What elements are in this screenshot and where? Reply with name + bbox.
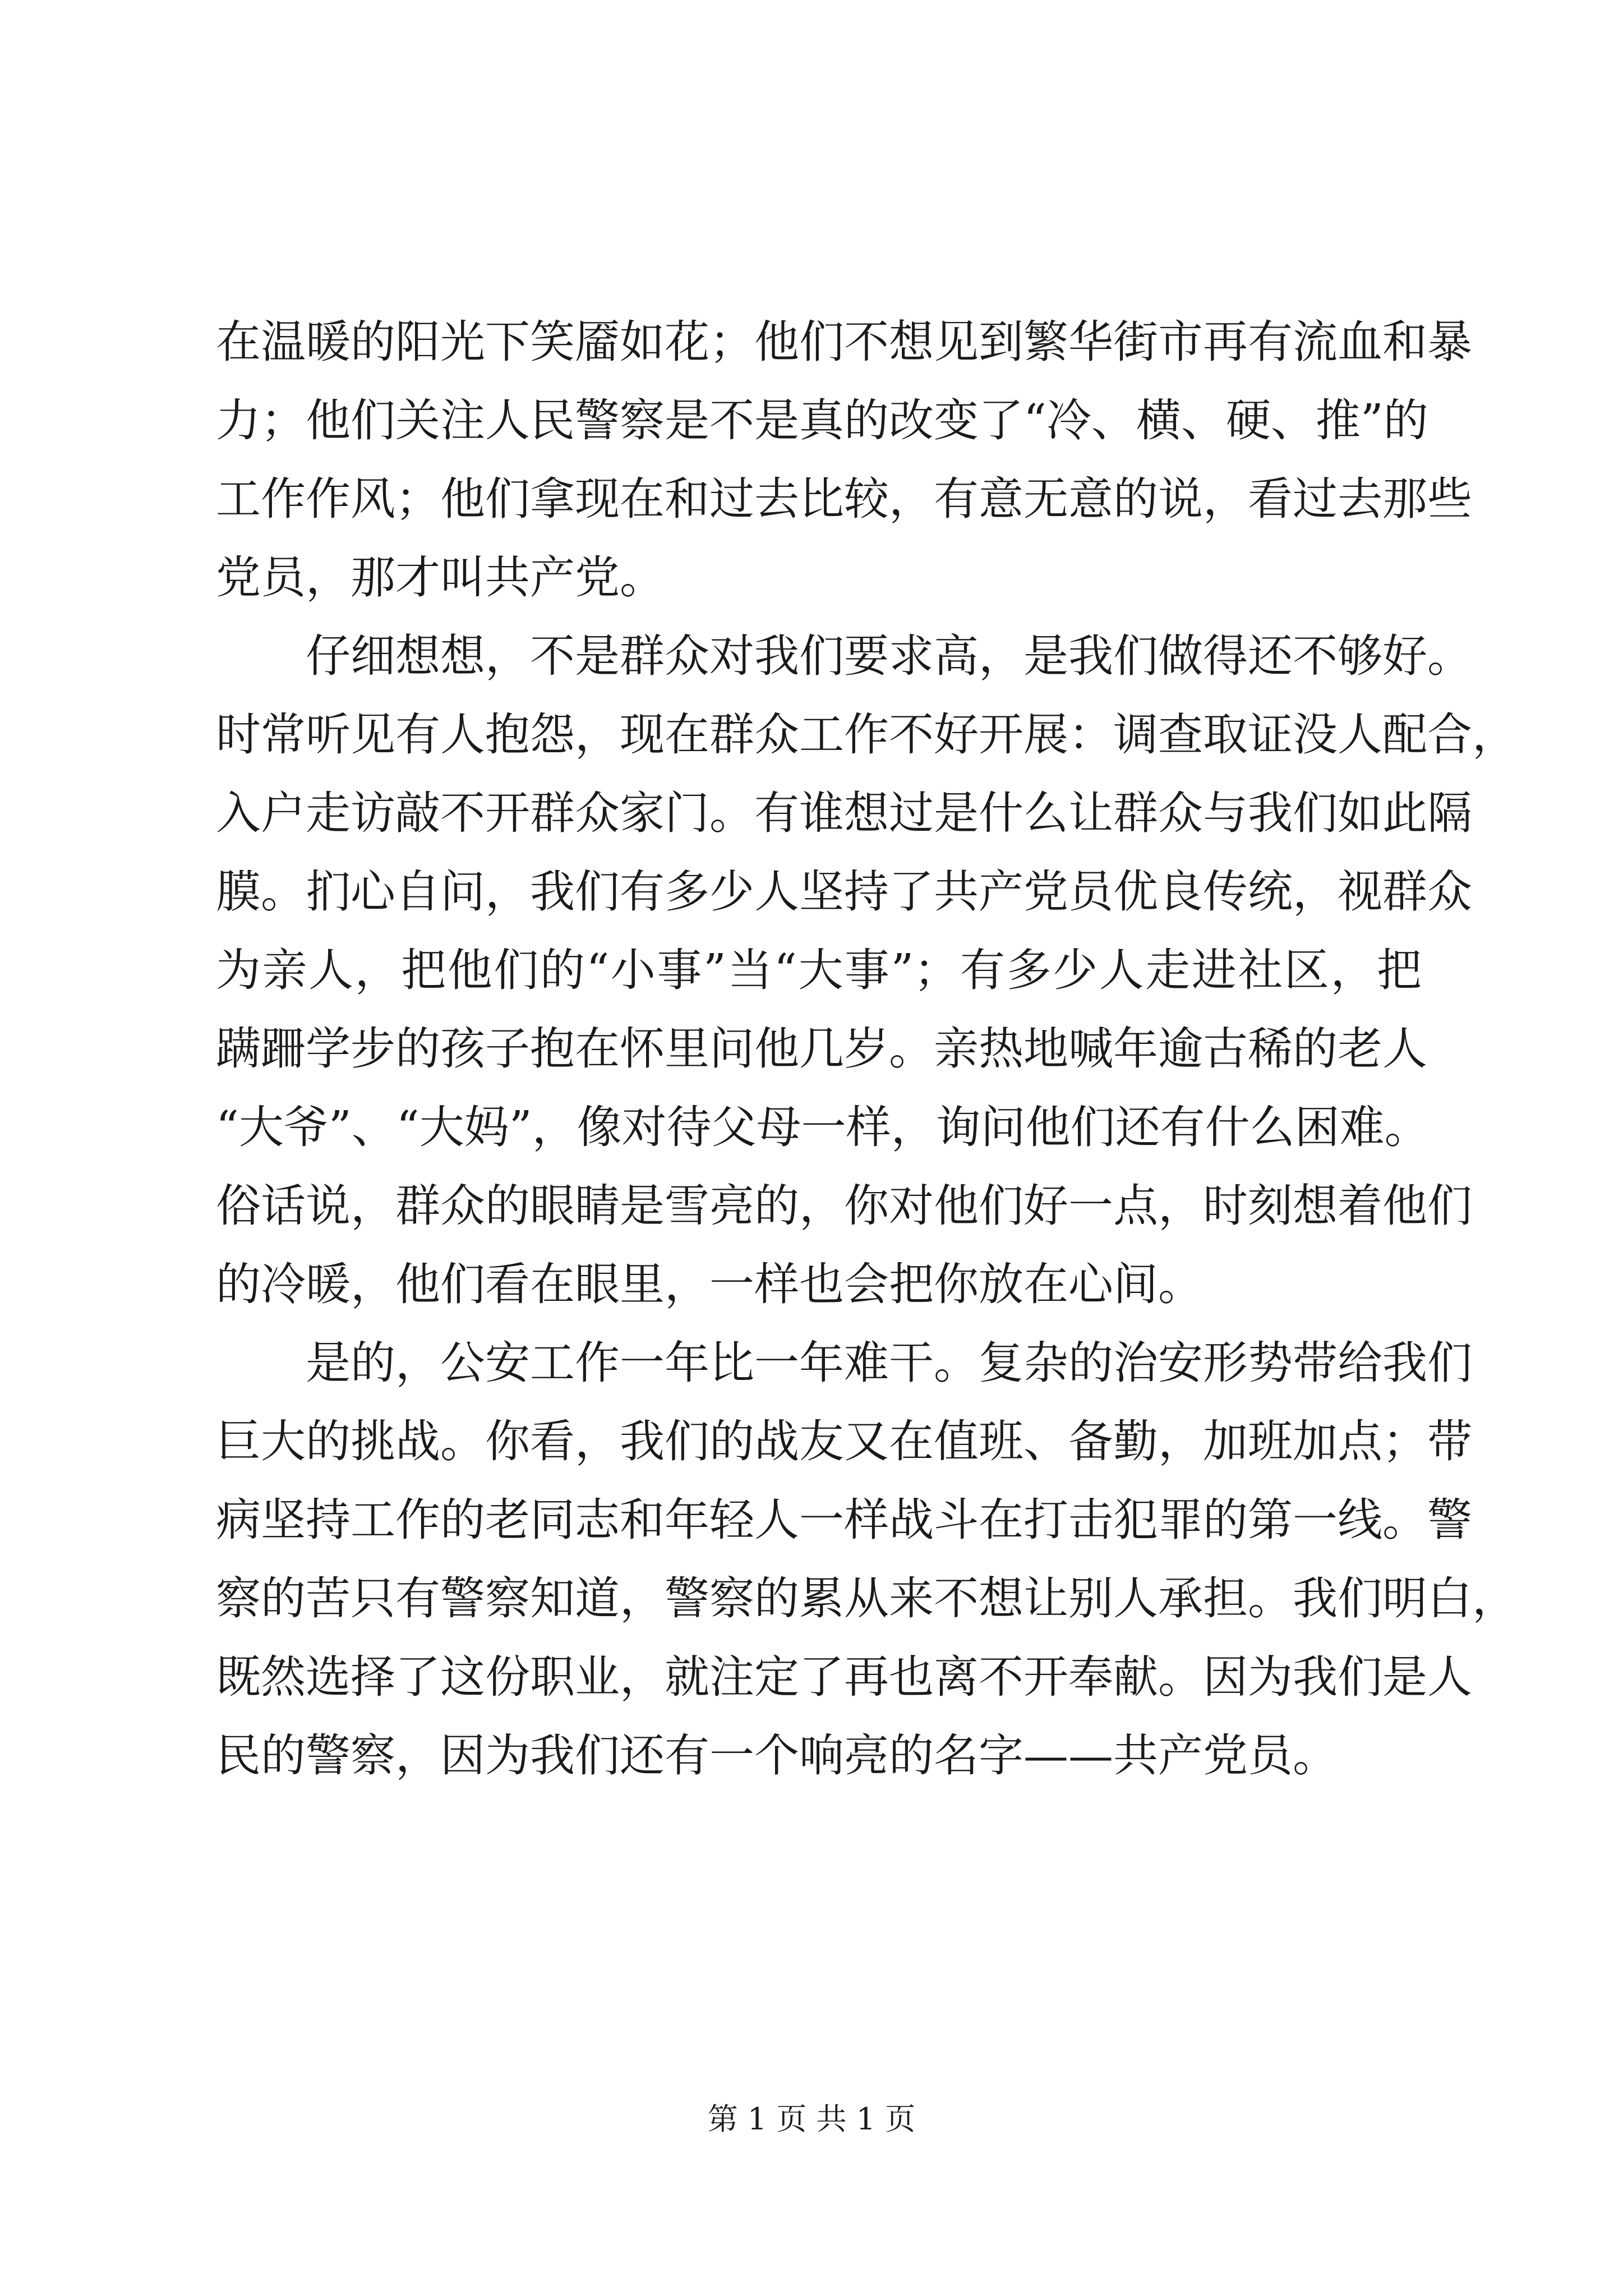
text-line: 党员，那才叫共产党。 <box>216 551 665 604</box>
text-line: 为亲人，把他们的“小事”当“大事”；有多少人走进社区，把 <box>216 944 1422 996</box>
paragraph-1 <box>216 303 1472 617</box>
text-line: 巨大的挑战。你看，我们的战友又在值班、备勤，加班加点；带 <box>216 1415 1472 1467</box>
text-line: 既然选择了这份职业，就注定了再也离不开奉献。因为我们是人 <box>216 1651 1472 1703</box>
paragraph-2 <box>216 617 1517 1324</box>
text-line: 蹒跚学步的孩子抱在怀里问他几岁。亲热地喊年逾古稀的老人 <box>216 1023 1427 1075</box>
text-line: 是的，公安工作一年比一年难干。复杂的治安形势带给我们 <box>216 1337 1472 1389</box>
text-line: 察的苦只有警察知道，警察的累从来不想让别人承担。我们明白， <box>216 1572 1517 1625</box>
text-line: 时常听见有人抱怨，现在群众工作不好开展：调查取证没人配合， <box>216 708 1517 761</box>
text-line: 民的警察，因为我们还有一个响亮的名字——共产党员。 <box>216 1729 1338 1782</box>
document-body <box>216 303 1517 1795</box>
text-line: 力；他们关注人民警察是不是真的改变了“冷、横、硬、推”的 <box>216 394 1428 447</box>
text-line: 仔细想想，不是群众对我们要求高，是我们做得还不够好。 <box>216 630 1472 682</box>
page-footer: 第 1 页 共 1 页 <box>707 2101 916 2137</box>
text-line: 工作作风；他们拿现在和过去比较，有意无意的说，看过去那些 <box>216 473 1472 525</box>
text-line: “大爷”、“大妈”，像对待父母一样，询问他们还有什么困难。 <box>216 1101 1430 1153</box>
text-line: 在温暖的阳光下笑靥如花；他们不想见到繁华街市再有流血和暴 <box>216 316 1472 368</box>
text-line: 的冷暖，他们看在眼里，一样也会把你放在心间。 <box>216 1258 1203 1310</box>
text-line: 膜。扪心自问，我们有多少人坚持了共产党员优良传统，视群众 <box>216 866 1472 918</box>
text-line: 俗话说，群众的眼睛是雪亮的，你对他们好一点，时刻想着他们 <box>216 1180 1472 1232</box>
text-line: 病坚持工作的老同志和年轻人一样战斗在打击犯罪的第一线。警 <box>216 1494 1472 1546</box>
paragraph-3 <box>216 1324 1517 1795</box>
text-line: 入户走访敲不开群众家门。有谁想过是什么让群众与我们如此隔 <box>216 787 1472 839</box>
